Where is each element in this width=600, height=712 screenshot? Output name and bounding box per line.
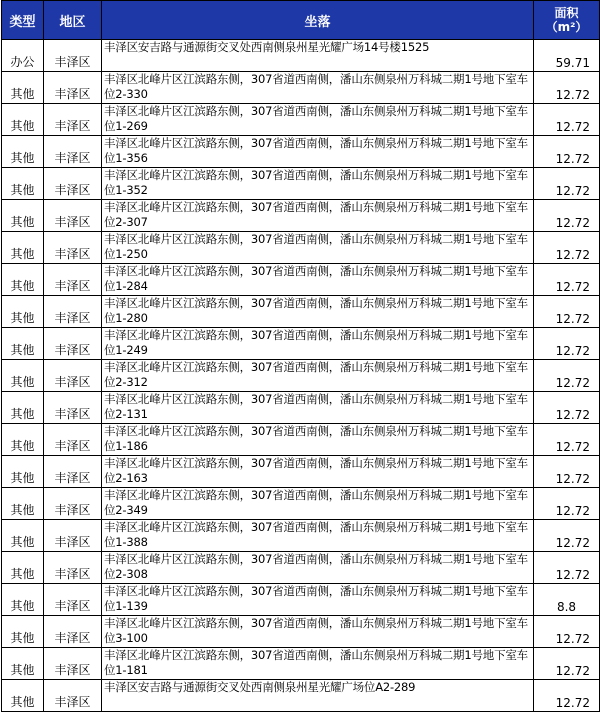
cell-location: 丰泽区北峰片区江滨路东侧，307省道西南侧，潘山东侧泉州万科城二期1号地下室车位2-163 [102,456,534,488]
cell-type: 其他 [2,456,44,488]
property-table [1,0,600,712]
table-row [2,584,600,616]
cell-district: 丰泽区 [44,520,102,552]
cell-location: 丰泽区安吉路与通源街交叉处西南侧泉州星光耀广场14号楼1525 [102,40,534,72]
cell-area: 12.72 [534,296,600,328]
cell-area: 12.72 [534,232,600,264]
cell-area: 12.72 [534,264,600,296]
cell-district: 丰泽区 [44,296,102,328]
cell-location: 丰泽区北峰片区江滨路东侧，307省道西南侧，潘山东侧泉州万科城二期1号地下室车位1-269 [102,104,534,136]
cell-district: 丰泽区 [44,328,102,360]
cell-area: 12.72 [534,616,600,648]
cell-district: 丰泽区 [44,168,102,200]
cell-type: 其他 [2,584,44,616]
cell-type: 其他 [2,648,44,680]
table-row [2,40,600,72]
cell-area: 12.72 [534,72,600,104]
cell-location: 丰泽区北峰片区江滨路东侧，307省道西南侧，潘山东侧泉州万科城二期1号地下室车位3-100 [102,616,534,648]
cell-district: 丰泽区 [44,456,102,488]
cell-location: 丰泽区北峰片区江滨路东侧，307省道西南侧，潘山东侧泉州万科城二期1号地下室车位2-312 [102,360,534,392]
cell-type: 其他 [2,72,44,104]
cell-area: 12.72 [534,392,600,424]
cell-type: 其他 [2,200,44,232]
cell-location: 丰泽区安吉路与通源街交叉处西南侧泉州星光耀广场位A2-289 [102,680,534,712]
table-row [2,296,600,328]
table-row [2,360,600,392]
table-row [2,72,600,104]
cell-type: 其他 [2,520,44,552]
cell-district: 丰泽区 [44,72,102,104]
table-row [2,456,600,488]
header-district: 地区 [44,1,102,40]
cell-district: 丰泽区 [44,264,102,296]
table-row [2,616,600,648]
cell-area: 12.72 [534,520,600,552]
cell-location: 丰泽区北峰片区江滨路东侧，307省道西南侧，潘山东侧泉州万科城二期1号地下室车位2-131 [102,392,534,424]
cell-type: 其他 [2,328,44,360]
cell-district: 丰泽区 [44,648,102,680]
cell-area: 12.72 [534,360,600,392]
cell-district: 丰泽区 [44,104,102,136]
cell-district: 丰泽区 [44,392,102,424]
cell-type: 其他 [2,264,44,296]
cell-location: 丰泽区北峰片区江滨路东侧，307省道西南侧，潘山东侧泉州万科城二期1号地下室车位2-330 [102,72,534,104]
cell-area: 12.72 [534,648,600,680]
cell-type: 其他 [2,360,44,392]
table-row [2,392,600,424]
cell-area: 12.72 [534,200,600,232]
header-area-unit: （m²） [545,20,588,34]
table-row [2,328,600,360]
cell-type: 其他 [2,552,44,584]
cell-area: 12.72 [534,488,600,520]
cell-type: 其他 [2,680,44,712]
table-row [2,232,600,264]
cell-area: 12.72 [534,552,600,584]
table-row [2,552,600,584]
header-area [534,1,600,40]
cell-district: 丰泽区 [44,488,102,520]
cell-type: 其他 [2,392,44,424]
cell-district: 丰泽区 [44,360,102,392]
table-row [2,680,600,712]
table-row [2,168,600,200]
cell-area: 8.8 [534,584,600,616]
cell-area: 59.71 [534,40,600,72]
table-row [2,136,600,168]
cell-type: 其他 [2,168,44,200]
cell-district: 丰泽区 [44,40,102,72]
cell-type: 其他 [2,104,44,136]
table-row [2,520,600,552]
cell-district: 丰泽区 [44,680,102,712]
cell-district: 丰泽区 [44,552,102,584]
table-row [2,488,600,520]
cell-location: 丰泽区北峰片区江滨路东侧，307省道西南侧，潘山东侧泉州万科城二期1号地下室车位1-284 [102,264,534,296]
cell-location: 丰泽区北峰片区江滨路东侧，307省道西南侧，潘山东侧泉州万科城二期1号地下室车位1-139 [102,584,534,616]
cell-location: 丰泽区北峰片区江滨路东侧，307省道西南侧，潘山东侧泉州万科城二期1号地下室车位2-307 [102,200,534,232]
cell-type: 其他 [2,232,44,264]
header-type: 类型 [2,1,44,40]
header-row [2,1,600,40]
cell-location: 丰泽区北峰片区江滨路东侧，307省道西南侧，潘山东侧泉州万科城二期1号地下室车位1-280 [102,296,534,328]
table-row [2,104,600,136]
cell-district: 丰泽区 [44,616,102,648]
cell-location: 丰泽区北峰片区江滨路东侧，307省道西南侧，潘山东侧泉州万科城二期1号地下室车位1-186 [102,424,534,456]
cell-district: 丰泽区 [44,424,102,456]
cell-district: 丰泽区 [44,584,102,616]
cell-area: 12.72 [534,136,600,168]
cell-location: 丰泽区北峰片区江滨路东侧，307省道西南侧，潘山东侧泉州万科城二期1号地下室车位1-181 [102,648,534,680]
table-row [2,424,600,456]
header-area-label: 面积 [554,6,579,20]
table-row [2,264,600,296]
table-row [2,648,600,680]
cell-location: 丰泽区北峰片区江滨路东侧，307省道西南侧，潘山东侧泉州万科城二期1号地下室车位1-249 [102,328,534,360]
cell-type: 其他 [2,296,44,328]
cell-type: 办公 [2,40,44,72]
cell-type: 其他 [2,424,44,456]
cell-district: 丰泽区 [44,136,102,168]
cell-location: 丰泽区北峰片区江滨路东侧，307省道西南侧，潘山东侧泉州万科城二期1号地下室车位1-356 [102,136,534,168]
cell-district: 丰泽区 [44,232,102,264]
cell-location: 丰泽区北峰片区江滨路东侧，307省道西南侧，潘山东侧泉州万科城二期1号地下室车位2-308 [102,552,534,584]
cell-location: 丰泽区北峰片区江滨路东侧，307省道西南侧，潘山东侧泉州万科城二期1号地下室车位1-250 [102,232,534,264]
cell-area: 12.72 [534,680,600,712]
table-body [2,40,600,712]
cell-area: 12.72 [534,328,600,360]
cell-location: 丰泽区北峰片区江滨路东侧，307省道西南侧，潘山东侧泉州万科城二期1号地下室车位1-352 [102,168,534,200]
cell-type: 其他 [2,488,44,520]
cell-location: 丰泽区北峰片区江滨路东侧，307省道西南侧，潘山东侧泉州万科城二期1号地下室车位2-349 [102,488,534,520]
cell-area: 12.72 [534,104,600,136]
cell-area: 12.72 [534,424,600,456]
table-row [2,200,600,232]
cell-location: 丰泽区北峰片区江滨路东侧，307省道西南侧，潘山东侧泉州万科城二期1号地下室车位1-388 [102,520,534,552]
cell-area: 12.72 [534,456,600,488]
header-location: 坐落 [102,1,534,40]
cell-district: 丰泽区 [44,200,102,232]
cell-type: 其他 [2,136,44,168]
cell-type: 其他 [2,616,44,648]
cell-area: 12.72 [534,168,600,200]
